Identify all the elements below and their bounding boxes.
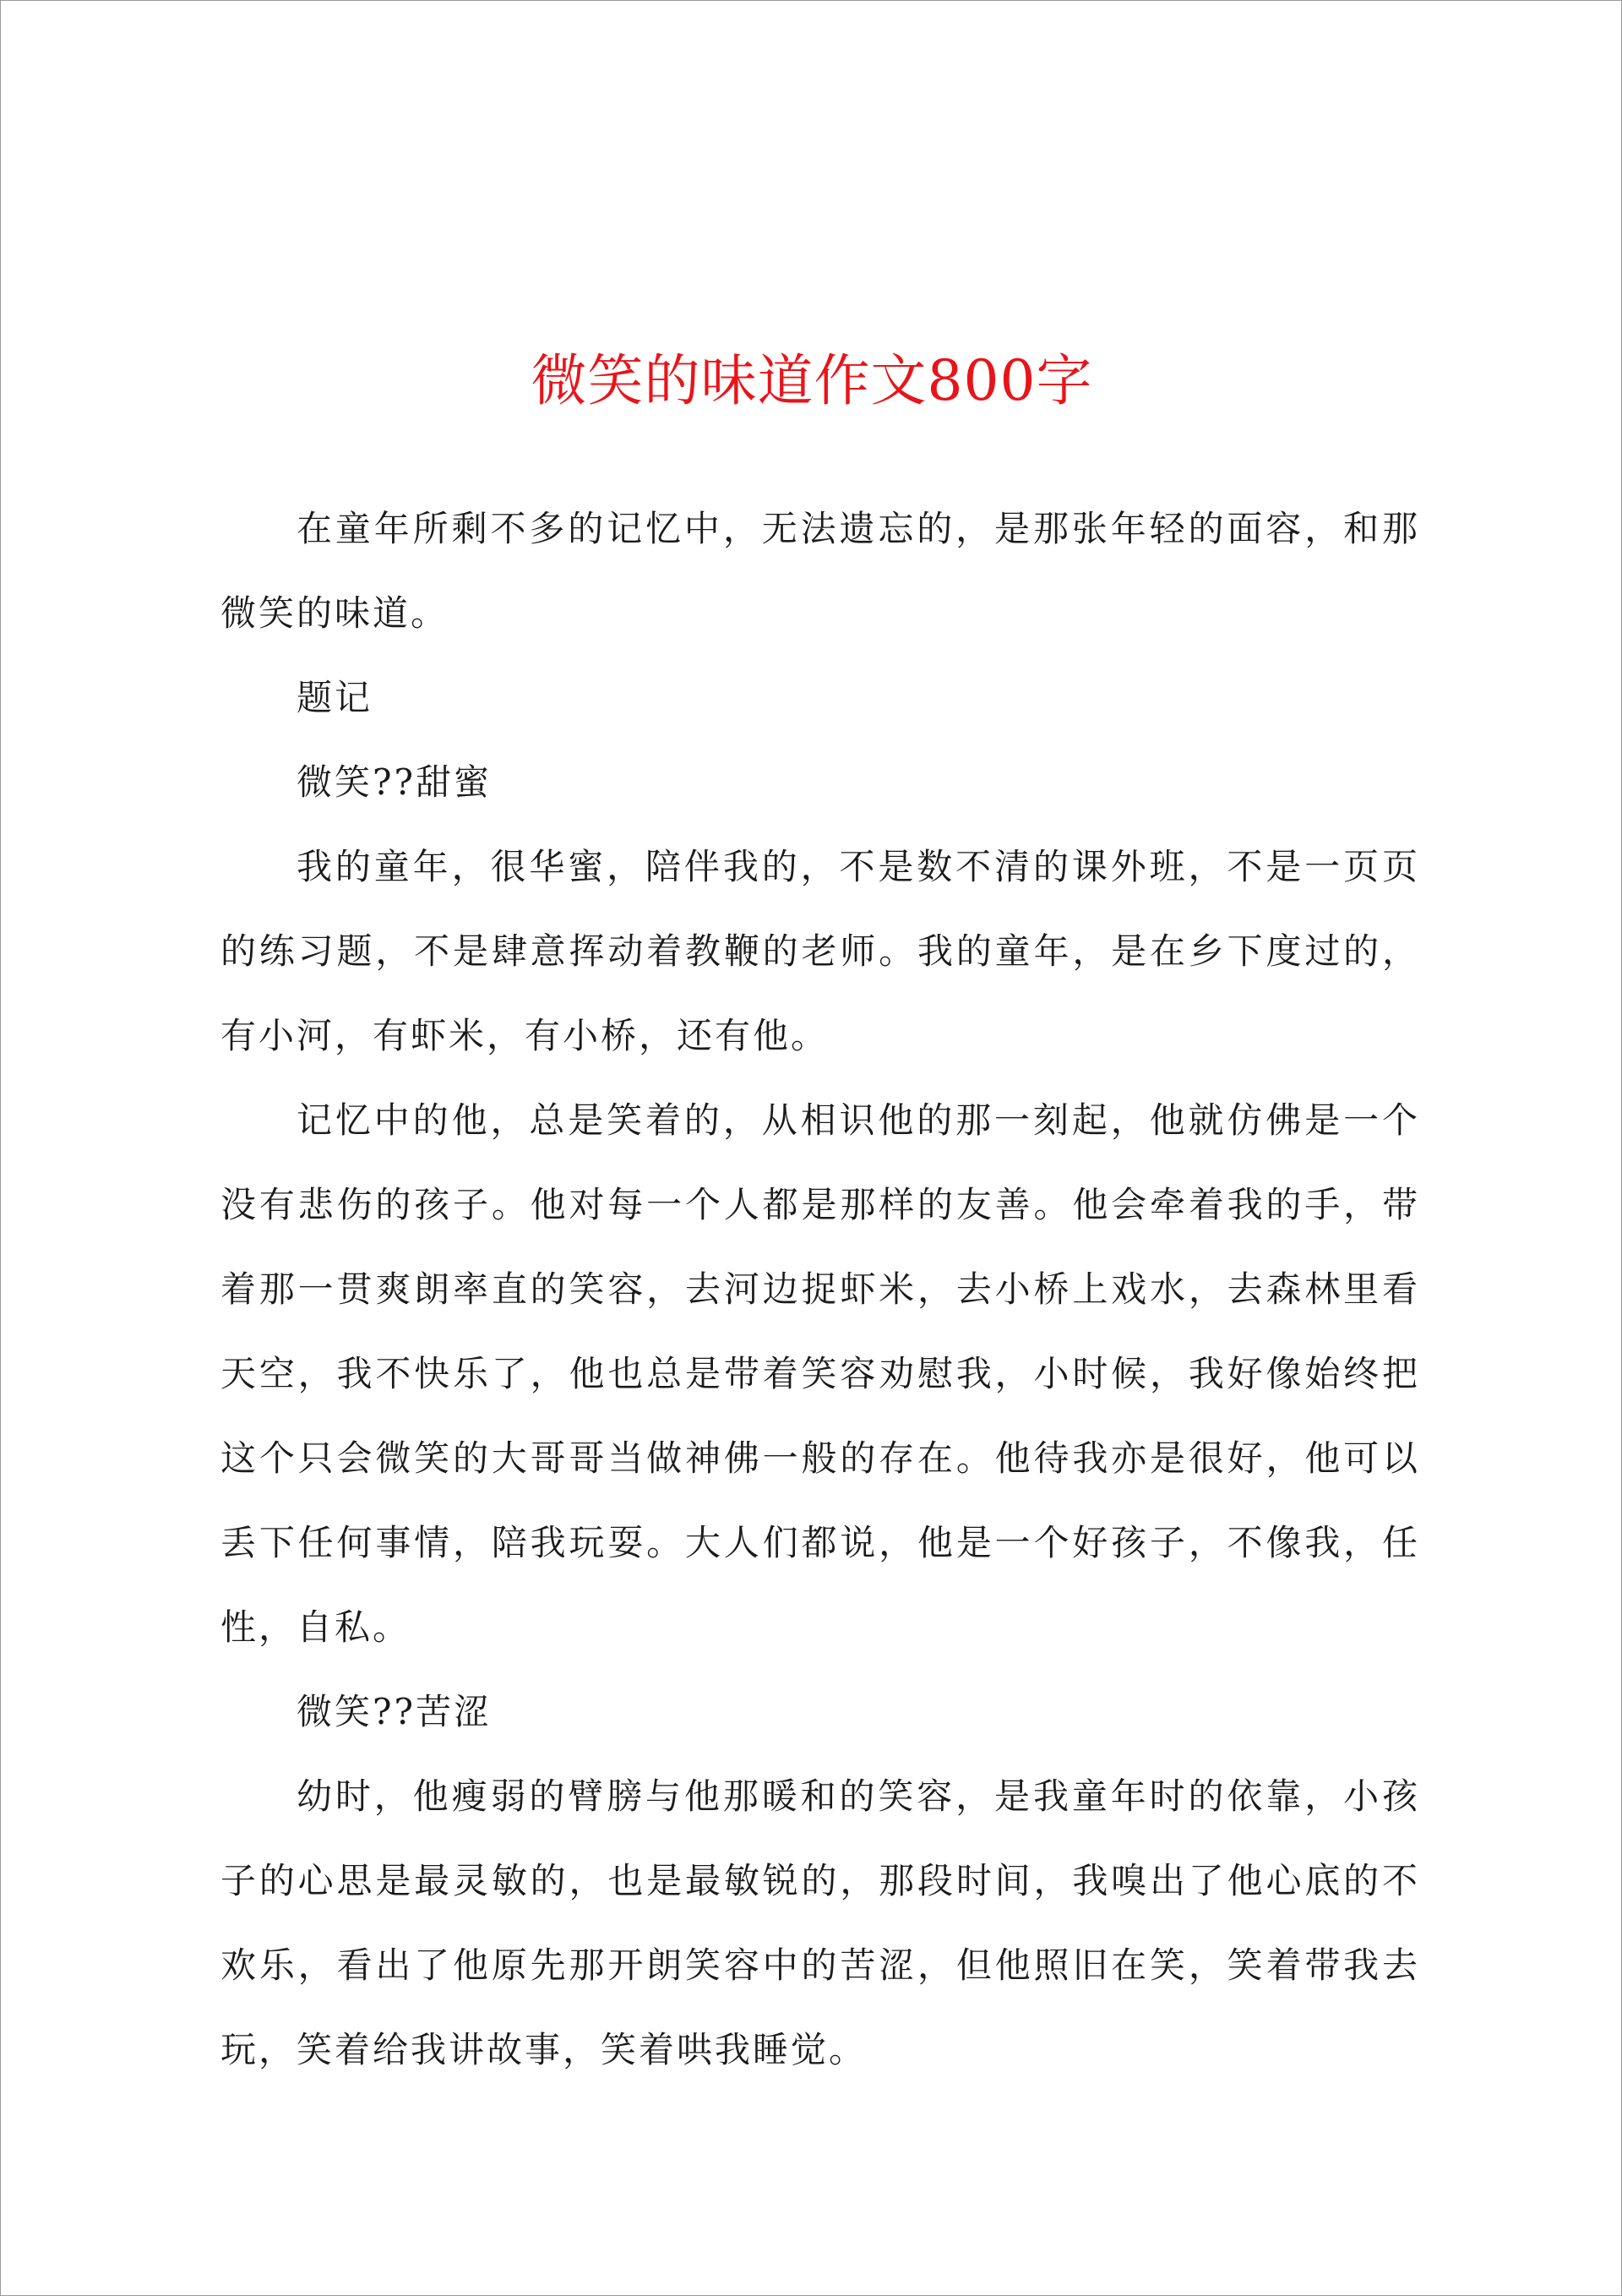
- paragraph-memory: 记忆中的他，总是笑着的，从相识他的那一刻起，他就仿佛是一个没有悲伤的孩子。他对每一个人都是那样的友善。他会牵着我的手，带着那一贯爽朗率直的笑容，去河边捉虾米，去小桥上戏水，去森林里看天空，我不快乐了，他也总是带着笑容劝慰我，小时候，我好像始终把这个只会微笑的大哥哥当做神佛一般的存在。他待我亦是很好，他可以丢下任何事情，陪我玩耍。大人们都说，他是一个好孩子，不像我，任性，自私。: [220, 1099, 1420, 1648]
- paragraph-epigraph-label: 题记: [297, 677, 373, 718]
- paragraph-intro: 在童年所剩不多的记忆中，无法遗忘的，是那张年轻的面容，和那微笑的味道。: [220, 508, 1420, 634]
- paragraph-childhood: 我的童年，很华蜜，陪伴我的，不是数不清的课外班，不是一页页的练习题，不是肆意挥动着教鞭的老师。我的童年，是在乡下度过的，有小河，有虾米，有小桥，还有他。: [220, 846, 1420, 1056]
- document-body: [220, 487, 1420, 2092]
- paragraph-bitter: 幼时，他瘦弱的臂膀与他那暖和的笑容，是我童年时的依靠，小孩子的心思是最灵敏的，也是最敏锐的，那段时间，我嗅出了他心底的不欢乐，看出了他原先那开朗笑容中的苦涩，但他照旧在笑，笑着带我去玩，笑着给我讲故事，笑着哄我睡觉。: [220, 1775, 1420, 2070]
- document-title: 微笑的味道作文800字: [531, 348, 1093, 413]
- section-heading-bitter: 微笑??苦涩: [297, 1691, 493, 1732]
- section-heading-sweet: 微笑??甜蜜: [297, 761, 493, 803]
